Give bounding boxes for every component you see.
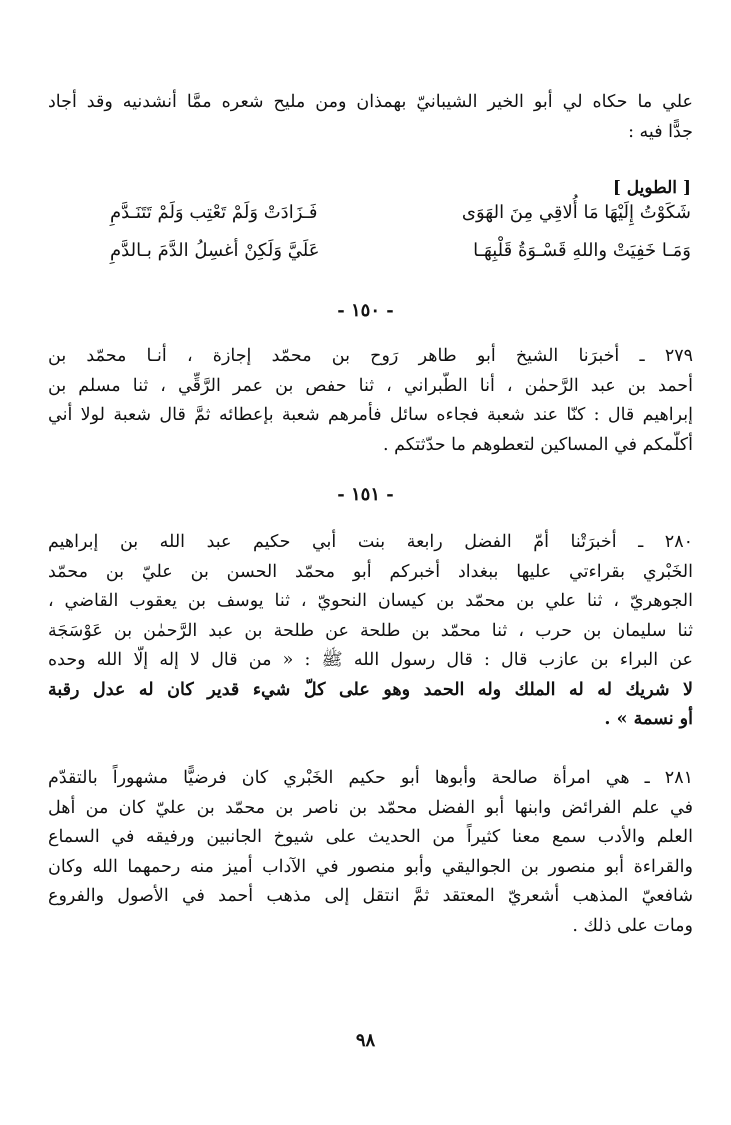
poem-meter-label: [ الطويل ] [612,178,691,198]
paragraph-line-hadith: لا شريك له له الملك وله الحمد وهو على كلّ شيء قدير كان له عدل رقبة [48,679,693,700]
paragraph-line: أكلّمكم في المساكين لتعطوهم ما حدّثتكم . [383,434,693,455]
paragraph-line: إبراهيم قال : كنّا عند شعبة فجاءه سائل فأمرهم شعبة بإعطائه ثمَّ قال شعبة لولا أني [48,405,693,425]
paragraph-line-hadith: أو نسمة » . [604,709,693,729]
section-separator-150: - ١٥٠ - [337,300,394,321]
paragraph-line: عن البراء بن عازب قال : قال رسول الله ﷺ : « من قال لا إله إلّا الله وحده [48,650,693,670]
paragraph-279 [48,342,693,460]
paragraph-line: ٢٧٩ ـ أخبرَنا الشيخ أبو طاهر رَوح بن محمّد إجازة ، أنـا محمّد بن [48,346,693,366]
intro-line: علي ما حكاه لي أبو الخير الشيبانيّ بهمذان ومن مليح شعره ممَّا أنشدنيه وقد أجاد [48,92,693,112]
paragraph-line: والقراءة أبو منصور بن الجواليقي وأبو منصور في الآداب أميز منه رحمهما الله وكان [48,856,693,877]
paragraph-280 [48,528,693,735]
paragraph-line: ٢٨١ ـ هي امرأة صالحة وأبوها أبو حكيم الخَبْري كان فرضيًّا مشهوراً بالتقدّم [48,768,693,788]
intro-line: جدًّا فيه : [628,121,693,142]
paragraph-line: الخَبْري بقراءتي عليها ببغداد أخبركم أبو محمّد الحسن بن عليّ بن محمّد [48,561,693,582]
verse-2-second-hemistich: عَلَيَّ وَلَكِنْ أغسِلُ الدَّمَ بـالدَّمِ [110,240,320,261]
paragraph-line: ثنا سليمان بن حرب ، ثنا محمّد بن طلحة عن طلحة بن عبد الرَّحمٰن بن عَوْسَجَة [48,620,693,641]
paragraph-line: شافعيّ المذهب أشعريّ المعتقد ثمَّ انتقل إلى مذهب أحمد في الأصول والفروع [48,886,693,906]
paragraph-line: العلم والأدب سمع معنا كثيراً من الحديث على شيوخ الجانبين ورفيقه في السماع [48,827,693,847]
verse-1-second-hemistich: فَـزَادَتْ وَلَمْ تَعْتِب وَلَمْ تَتَنَـدَّمِ [110,202,318,223]
intro-paragraph [48,88,693,147]
paragraph-line: أحمد بن عبد الرَّحمٰن ، أنا الطَّبراني ، ثنا حفص بن عمر الرَّقِّي ، ثنا مسلم بن [48,375,693,396]
paragraph-line: في علم الفرائض وابنها أبو الفضل محمّد بن ناصر بن محمّد بن عليّ كان من أهل [48,797,693,818]
paragraph-line: ٢٨٠ ـ أخبرَتْنا أمّ الفضل رابعة بنت أبي حكيم عبد الله بن إبراهيم [48,532,693,552]
verse-2-first-hemistich: وَمَـا خَفِيَتْ واللهِ قَسْـوَةُ قَلْبِهَـا [473,240,691,261]
section-separator-151: - ١٥١ - [337,484,394,505]
verse-1-first-hemistich: شَكَوْتُ إِلَيْهَا مَا أُلاقِي مِنَ الهَوَى [461,202,691,223]
page-number: ٩٨ [355,1030,376,1051]
paragraph-281 [48,764,693,941]
paragraph-line: الجوهريّ ، ثنا علي بن محمّد بن كيسان النحويّ ، ثنا يوسف بن يعقوب القاضي ، [48,591,693,611]
paragraph-line: ومات على ذلك . [572,915,693,936]
